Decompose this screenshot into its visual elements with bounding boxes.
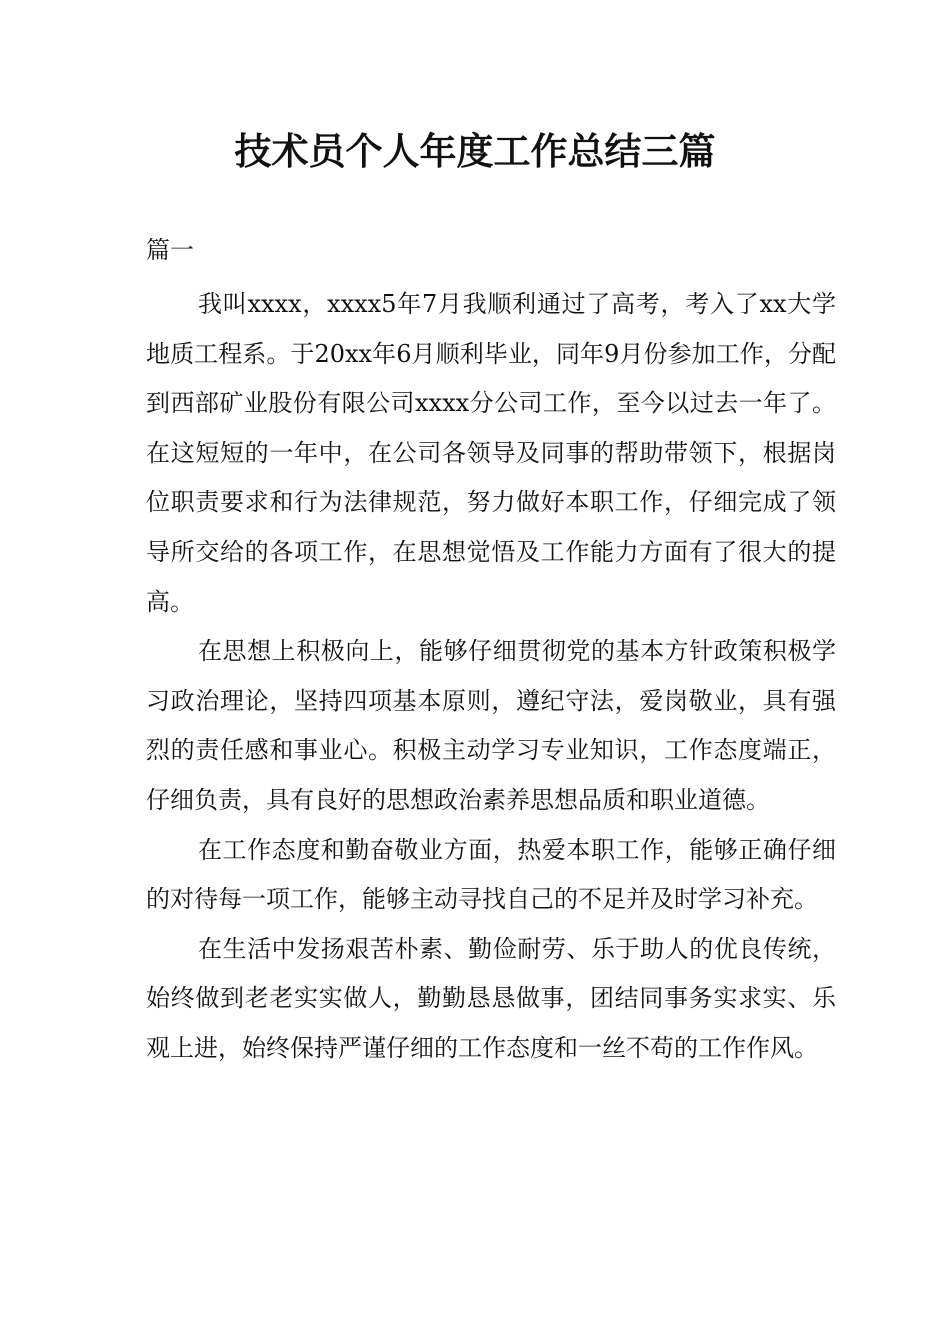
paragraph: 在思想上积极向上，能够仔细贯彻党的基本方针政策积极学习政治理论，坚持四项基本原则，遵纪守法，爱岗敬业，具有强烈的责任感和事业心。积极主动学习专业知识，工作态度端正，仔细负责，具有良好的思想政治素养思想品质和职业道德。 (146, 637, 836, 814)
paragraph: 我叫xxxx，xxxx5年7月我顺利通过了高考，考入了xx大学地质工程系。于20xx年6月顺利毕业，同年9月份参加工作，分配到西部矿业股份有限公司xxxx分公司工作，至今以过去一年了。在这短短的一年中，在公司各领导及同事的帮助带领下，根据岗位职责要求和行为法律规范，努力做好本职工作，仔细完成了领导所交给的各项工作，在思想觉悟及工作能力方面有了很大的提高。 (146, 290, 836, 616)
section-label: 篇一 (146, 236, 194, 264)
paragraph: 在生活中发扬艰苦朴素、勤俭耐劳、乐于助人的优良传统，始终做到老老实实做人，勤勤恳恳做事，团结同事务实求实、乐观上进，始终保持严谨仔细的工作态度和一丝不苟的工作作风。 (146, 934, 836, 1062)
body-text (146, 280, 836, 1074)
paragraph: 在工作态度和勤奋敬业方面，热爱本职工作，能够正确仔细的对待每一项工作，能够主动寻找自己的不足并及时学习补充。 (146, 835, 836, 914)
document-title: 技术员个人年度工作总结三篇 (234, 130, 716, 173)
